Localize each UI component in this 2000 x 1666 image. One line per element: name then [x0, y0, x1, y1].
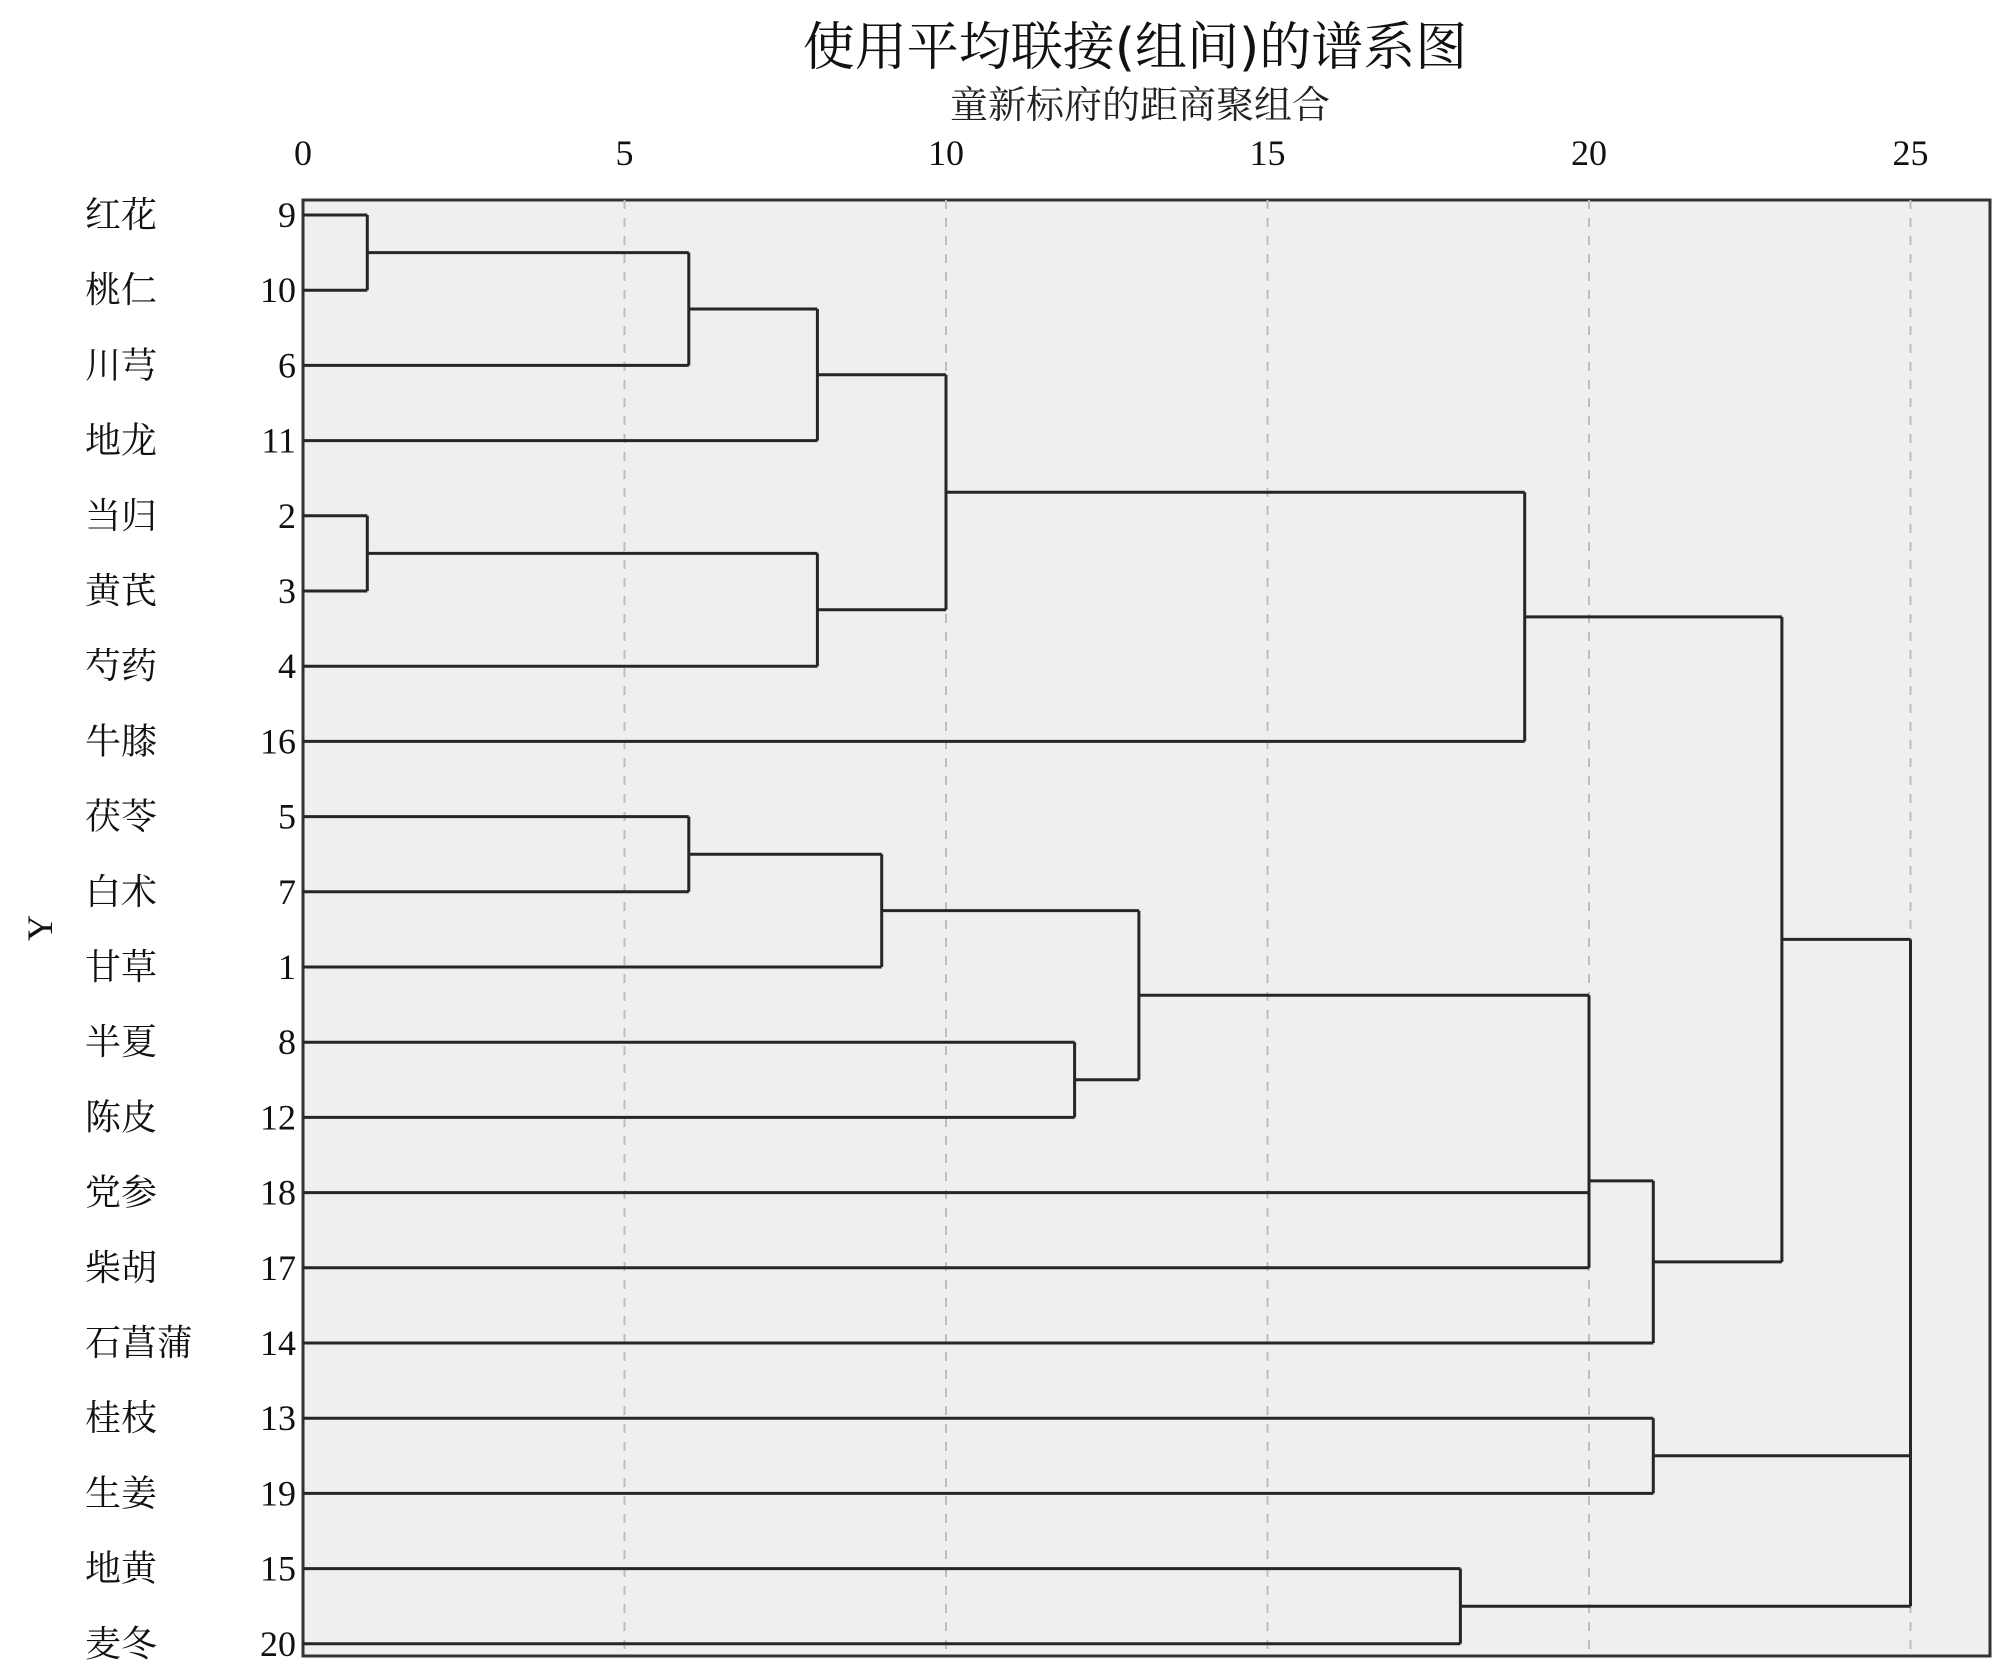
leaf-id: 14	[260, 1323, 296, 1363]
leaf-name: 党参	[85, 1172, 158, 1214]
leaf-name: 茯苓	[85, 796, 158, 838]
leaf-name: 当归	[85, 495, 158, 537]
leaf-name: 陈皮	[85, 1097, 158, 1139]
leaf-name: 桂枝	[85, 1398, 158, 1440]
leaf-name: 芍药	[85, 646, 158, 688]
leaf-name: 红花	[85, 195, 158, 236]
leaf-name: 半夏	[85, 1022, 158, 1064]
x-tick-label: 0	[294, 133, 312, 173]
leaf-name: 地黄	[85, 1548, 158, 1590]
leaf-id: 11	[261, 420, 296, 461]
y-axis-label: Y	[20, 915, 60, 941]
leaf-id: 15	[260, 1548, 296, 1589]
leaf-id: 4	[278, 646, 296, 687]
leaf-name: 生姜	[85, 1473, 158, 1515]
leaf-name: 黄芪	[85, 571, 158, 612]
leaf-name: 麦冬	[85, 1623, 158, 1665]
leaf-id: 5	[278, 796, 296, 837]
leaf-name: 牛膝	[85, 721, 158, 763]
leaf-id: 17	[260, 1247, 296, 1288]
x-tick-label: 10	[928, 133, 964, 173]
leaf-name: 柴胡	[85, 1247, 158, 1289]
leaf-id: 3	[278, 571, 296, 611]
leaf-id: 18	[260, 1172, 296, 1213]
leaf-id: 7	[278, 871, 296, 912]
leaf-id: 16	[260, 721, 296, 762]
leaf-id: 8	[278, 1022, 296, 1063]
leaf-name: 川芎	[85, 345, 158, 387]
leaf-name: 白术	[85, 871, 158, 913]
leaf-id: 6	[278, 345, 296, 386]
leaf-id: 12	[260, 1097, 296, 1138]
leaf-id: 2	[278, 495, 296, 536]
chart-subtitle: 童新标府的距商聚组合	[949, 83, 1331, 127]
leaf-id: 13	[260, 1398, 296, 1439]
leaf-id: 19	[260, 1473, 296, 1514]
leaf-name: 桃仁	[85, 270, 158, 312]
chart-title: 使用平均联接(组间)的谱系图	[802, 18, 1468, 78]
leaf-name: 甘草	[85, 947, 158, 988]
plot-area	[303, 200, 1990, 1656]
leaf-id: 10	[260, 270, 296, 311]
x-tick-label: 15	[1249, 133, 1286, 173]
leaf-id: 1	[278, 947, 296, 987]
leaf-name: 石菖蒲	[85, 1323, 194, 1364]
leaf-name: 地龙	[85, 420, 158, 462]
x-tick-label: 20	[1571, 133, 1607, 173]
leaf-id: 20	[260, 1623, 296, 1664]
x-tick-label: 5	[615, 133, 634, 173]
leaf-id: 9	[278, 195, 296, 235]
x-tick-label: 25	[1892, 133, 1929, 173]
label-layer	[85, 195, 296, 1665]
tick-layer	[294, 133, 1929, 173]
